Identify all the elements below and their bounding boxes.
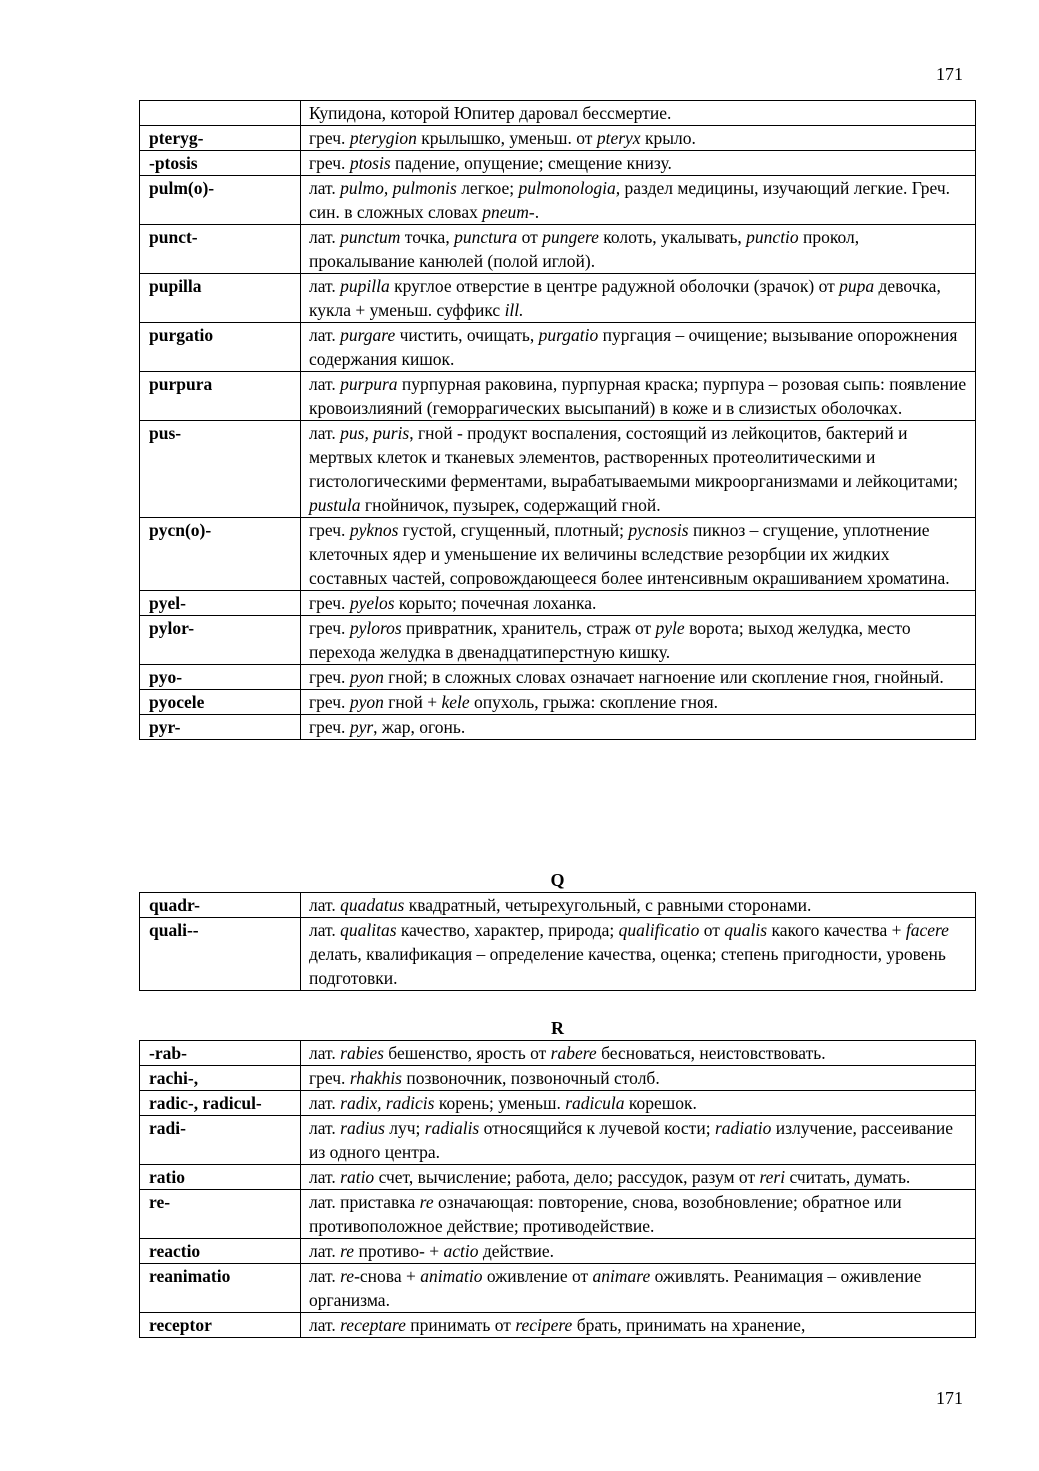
entry-definition bbox=[301, 225, 976, 274]
table-row bbox=[140, 665, 976, 690]
definition-text: лат. bbox=[309, 227, 341, 247]
entry-term: quadr- bbox=[140, 893, 301, 918]
table-row bbox=[140, 1264, 976, 1313]
definition-text: точка, bbox=[400, 227, 455, 247]
definition-italic-text: rabere bbox=[550, 1043, 597, 1063]
entry-definition bbox=[301, 1041, 976, 1066]
table-row bbox=[140, 1066, 976, 1091]
definition-text: оживление от bbox=[482, 1266, 593, 1286]
definition-italic-text: kele bbox=[441, 692, 470, 712]
table-row bbox=[140, 126, 976, 151]
page-number-bottom: 171 bbox=[936, 1388, 963, 1408]
definition-italic-text: facere bbox=[905, 920, 949, 940]
definition-italic-text: re bbox=[340, 1266, 355, 1286]
entry-definition bbox=[301, 1313, 976, 1338]
entry-term: pylor- bbox=[140, 616, 301, 665]
definition-text: лат. bbox=[309, 178, 341, 198]
definition-text: лат. bbox=[309, 1118, 341, 1138]
definition-text: качество, характер, природа; bbox=[396, 920, 619, 940]
table-row bbox=[140, 1313, 976, 1338]
definition-text: густой, сгущенный, плотный; bbox=[398, 520, 629, 540]
entry-term: receptor bbox=[140, 1313, 301, 1338]
definition-italic-text: ptosis bbox=[349, 153, 391, 173]
entry-definition bbox=[301, 101, 976, 126]
entry-definition bbox=[301, 1066, 976, 1091]
entry-definition bbox=[301, 918, 976, 991]
definition-italic-text: ratio bbox=[340, 1167, 375, 1187]
definition-italic-text: radicula bbox=[565, 1093, 625, 1113]
definition-text: счет, вычисление; работа, дело; рассудок, разум от bbox=[374, 1167, 760, 1187]
definition-italic-text: purpura bbox=[340, 374, 398, 394]
entry-definition bbox=[301, 126, 976, 151]
definition-text: пургация – очищение; вызывание опорожнения содержания кишок. bbox=[309, 325, 958, 369]
definition-italic-text: pyr bbox=[349, 717, 374, 737]
definition-italic-text: pterygion bbox=[349, 128, 417, 148]
definition-italic-text: radix, radicis bbox=[340, 1093, 435, 1113]
definition-text: относящийся к лучевой кости; bbox=[479, 1118, 715, 1138]
definition-italic-text: qualis bbox=[724, 920, 768, 940]
definition-text: лат. bbox=[309, 1266, 341, 1286]
definition-text: лат. bbox=[309, 1315, 341, 1335]
definition-text: гной + bbox=[383, 692, 442, 712]
definition-text: греч. bbox=[309, 667, 350, 687]
definition-italic-text: purgatio bbox=[538, 325, 599, 345]
definition-text: привратник, хранитель, страж от bbox=[401, 618, 656, 638]
definition-italic-text: ill. bbox=[504, 300, 524, 320]
definition-text: греч. bbox=[309, 128, 350, 148]
entry-term: reactio bbox=[140, 1239, 301, 1264]
definition-text: греч. bbox=[309, 618, 350, 638]
definition-text: делать, квалификация – определение качества, оценка; степень пригодности, уровень подготовки. bbox=[309, 944, 946, 988]
definition-italic-text: pungere bbox=[542, 227, 599, 247]
entry-term: reanimatio bbox=[140, 1264, 301, 1313]
table-row bbox=[140, 591, 976, 616]
definition-text: корешок. bbox=[624, 1093, 697, 1113]
definition-text: означающая: повторение, снова, возобновление; обратное или противоположное действие; противодействие. bbox=[309, 1192, 902, 1236]
definition-text: греч. bbox=[309, 717, 350, 737]
definition-text: греч. bbox=[309, 692, 350, 712]
table-row bbox=[140, 1041, 976, 1066]
definition-text: лат. приставка bbox=[309, 1192, 420, 1212]
definition-italic-text: punctio bbox=[746, 227, 799, 247]
table-row bbox=[140, 690, 976, 715]
definition-italic-text: re bbox=[340, 1241, 355, 1261]
table-row bbox=[140, 1091, 976, 1116]
definition-text: крылышко, уменьш. от bbox=[416, 128, 597, 148]
definition-text: лат. bbox=[309, 1241, 341, 1261]
definition-text: брать, принимать на хранение, bbox=[572, 1315, 806, 1335]
definition-italic-text: animatio bbox=[420, 1266, 483, 1286]
definition-text: круглое отверстие в центре радужной оболочки (зрачок) от bbox=[389, 276, 840, 296]
definition-italic-text: pyknos bbox=[349, 520, 399, 540]
definition-italic-text: re bbox=[419, 1192, 434, 1212]
entry-definition bbox=[301, 665, 976, 690]
definition-text: лат. bbox=[309, 374, 341, 394]
dictionary-table-q bbox=[139, 892, 976, 991]
definition-italic-text: pupilla bbox=[340, 276, 390, 296]
definition-text: бешенство, ярость от bbox=[383, 1043, 551, 1063]
definition-italic-text: radiatio bbox=[714, 1118, 772, 1138]
definition-text: квадратный, четырехугольный, с равными сторонами. bbox=[404, 895, 812, 915]
entry-term: pteryg- bbox=[140, 126, 301, 151]
entry-term: pus- bbox=[140, 421, 301, 518]
definition-italic-text: punctura bbox=[454, 227, 518, 247]
definition-text: корень; уменьш. bbox=[434, 1093, 566, 1113]
definition-italic-text: pupa bbox=[839, 276, 875, 296]
entry-definition bbox=[301, 591, 976, 616]
definition-text: греч. bbox=[309, 1068, 350, 1088]
definition-text: корыто; почечная лоханка. bbox=[394, 593, 597, 613]
entry-definition bbox=[301, 893, 976, 918]
table-row bbox=[140, 101, 976, 126]
definition-text: падение, опущение; смещение книзу. bbox=[390, 153, 672, 173]
definition-italic-text: radialis bbox=[424, 1118, 480, 1138]
entry-term: punct- bbox=[140, 225, 301, 274]
definition-italic-text: recipere bbox=[515, 1315, 573, 1335]
definition-text: пикноз – сгущение, уплотнение клеточных ядер и уменьшение их величины вследствие резорбции их жидких составных частей, сопровождающееся более интенсивным окрашиванием хроматина. bbox=[309, 520, 950, 588]
entry-definition bbox=[301, 715, 976, 740]
definition-italic-text: qualificatio bbox=[618, 920, 700, 940]
definition-text: лат. bbox=[309, 1093, 341, 1113]
table-row bbox=[140, 274, 976, 323]
definition-text: легкое; bbox=[456, 178, 519, 198]
definition-text: принимать от bbox=[405, 1315, 516, 1335]
definition-text: греч. bbox=[309, 520, 350, 540]
definition-italic-text: purgare bbox=[340, 325, 396, 345]
entry-term: purgatio bbox=[140, 323, 301, 372]
definition-text: опухоль, грыжа: скопление гноя. bbox=[469, 692, 719, 712]
definition-text: какого качества + bbox=[767, 920, 906, 940]
table-row bbox=[140, 918, 976, 991]
definition-text: пурпурная раковина, пурпурная краска; пурпура – розовая сыпь: появление кровоизлияний (геморрагических высыпаний) в коже и в слизистых оболочках. bbox=[309, 374, 967, 418]
section-letter-q: Q bbox=[550, 870, 565, 890]
entry-term: pyel- bbox=[140, 591, 301, 616]
definition-text: противо- + bbox=[354, 1241, 444, 1261]
definition-italic-text: pteryx bbox=[596, 128, 641, 148]
definition-italic-text: pulmonologia, bbox=[518, 178, 621, 198]
entry-definition bbox=[301, 1091, 976, 1116]
entry-definition bbox=[301, 1239, 976, 1264]
definition-text: греч. bbox=[309, 593, 350, 613]
entry-term: radi- bbox=[140, 1116, 301, 1165]
entry-term: re- bbox=[140, 1190, 301, 1239]
entry-definition bbox=[301, 176, 976, 225]
definition-italic-text: receptare bbox=[340, 1315, 406, 1335]
entry-definition bbox=[301, 421, 976, 518]
definition-italic-text: qualitas bbox=[340, 920, 397, 940]
definition-text: считать, думать. bbox=[785, 1167, 911, 1187]
definition-italic-text: pyle bbox=[655, 618, 685, 638]
entry-term: radic-, radicul- bbox=[140, 1091, 301, 1116]
entry-term: rachi-, bbox=[140, 1066, 301, 1091]
table-row bbox=[140, 372, 976, 421]
definition-text: -снова + bbox=[354, 1266, 421, 1286]
entry-definition bbox=[301, 323, 976, 372]
definition-italic-text: actio bbox=[443, 1241, 479, 1261]
definition-italic-text: punctum bbox=[340, 227, 401, 247]
definition-italic-text: animare bbox=[592, 1266, 651, 1286]
entry-definition bbox=[301, 1165, 976, 1190]
definition-italic-text: pneum- bbox=[482, 202, 535, 222]
definition-text: гной; в сложных словах означает нагноение или скопление гноя, гнойный. bbox=[383, 667, 944, 687]
section-letter-r: R bbox=[551, 1018, 564, 1038]
table-row bbox=[140, 715, 976, 740]
dictionary-table-p bbox=[139, 100, 976, 740]
definition-text: чистить, очищать, bbox=[395, 325, 539, 345]
entry-term: purpura bbox=[140, 372, 301, 421]
definition-italic-text: pustula bbox=[309, 495, 361, 515]
definition-text: девочка, кукла + уменьш. суффикс bbox=[309, 276, 941, 320]
definition-text: Купидона, которой Юпитер даровал бессмертие. bbox=[309, 103, 672, 123]
definition-italic-text: pyloros bbox=[349, 618, 402, 638]
table-row bbox=[140, 323, 976, 372]
definition-text: лат. bbox=[309, 276, 341, 296]
definition-text: греч. bbox=[309, 153, 350, 173]
definition-text: , гной - продукт воспаления, состоящий из лейкоцитов, бактерий и мертвых клеток и тканевых элементов, растворенных протеолитическими и гистологическими ферментами, вырабатываемыми микроорганизмами и лейкоцитами; bbox=[309, 423, 959, 491]
entry-definition bbox=[301, 372, 976, 421]
definition-text: . bbox=[534, 202, 540, 222]
definition-italic-text: pus, puris bbox=[340, 423, 410, 443]
entry-definition bbox=[301, 616, 976, 665]
definition-text: гнойничок, пузырек, содержащий гной. bbox=[360, 495, 661, 515]
entry-definition bbox=[301, 151, 976, 176]
table-row bbox=[140, 225, 976, 274]
definition-italic-text: quadatus bbox=[340, 895, 405, 915]
entry-definition bbox=[301, 1190, 976, 1239]
entry-term: -ptosis bbox=[140, 151, 301, 176]
definition-text: лат. bbox=[309, 1167, 341, 1187]
definition-italic-text: reri bbox=[759, 1167, 786, 1187]
entry-term: pyo- bbox=[140, 665, 301, 690]
definition-italic-text: pycnosis bbox=[628, 520, 689, 540]
definition-text: оживлять. Реанимация – оживление организма. bbox=[309, 1266, 922, 1310]
table-row bbox=[140, 893, 976, 918]
entry-term: ratio bbox=[140, 1165, 301, 1190]
entry-term: pyr- bbox=[140, 715, 301, 740]
entry-term: pulm(o)- bbox=[140, 176, 301, 225]
table-row bbox=[140, 151, 976, 176]
definition-text: от bbox=[699, 920, 725, 940]
definition-text: действие. bbox=[478, 1241, 555, 1261]
table-row bbox=[140, 1190, 976, 1239]
entry-term: quali-- bbox=[140, 918, 301, 991]
definition-italic-text: pyon bbox=[349, 692, 384, 712]
entry-definition bbox=[301, 274, 976, 323]
entry-definition bbox=[301, 690, 976, 715]
definition-text: от bbox=[517, 227, 543, 247]
definition-text: лат. bbox=[309, 920, 341, 940]
table-row bbox=[140, 518, 976, 591]
definition-text: луч; bbox=[384, 1118, 425, 1138]
definition-text: , жар, огонь. bbox=[373, 717, 466, 737]
entry-definition bbox=[301, 518, 976, 591]
table-row bbox=[140, 616, 976, 665]
page-number-top: 171 bbox=[936, 64, 963, 84]
definition-text: позвоночник, позвоночный столб. bbox=[402, 1068, 660, 1088]
definition-text: лат. bbox=[309, 895, 341, 915]
table-row bbox=[140, 1239, 976, 1264]
definition-italic-text: radius bbox=[340, 1118, 385, 1138]
definition-text: лат. bbox=[309, 325, 341, 345]
definition-italic-text: rabies bbox=[340, 1043, 384, 1063]
table-row bbox=[140, 1165, 976, 1190]
definition-text: бесноваться, неистовствовать. bbox=[596, 1043, 826, 1063]
definition-italic-text: pyelos bbox=[349, 593, 395, 613]
table-row bbox=[140, 176, 976, 225]
entry-term bbox=[140, 101, 301, 126]
definition-text: ворота; выход желудка, место перехода желудка в двенадцатиперстную кишку. bbox=[309, 618, 911, 662]
definition-text: раздел медицины, изучающий легкие. Греч. син. в сложных словах bbox=[309, 178, 951, 222]
dictionary-table-r bbox=[139, 1040, 976, 1338]
entry-term: pupilla bbox=[140, 274, 301, 323]
definition-italic-text: rhakhis bbox=[349, 1068, 402, 1088]
definition-text: излучение, рассеивание из одного центра. bbox=[309, 1118, 953, 1162]
entry-term: pyocele bbox=[140, 690, 301, 715]
entry-term: -rab- bbox=[140, 1041, 301, 1066]
entry-term: pycn(o)- bbox=[140, 518, 301, 591]
definition-text: прокол, прокалывание канюлей (полой иглой). bbox=[309, 227, 860, 271]
definition-italic-text: pyon bbox=[349, 667, 384, 687]
definition-text: лат. bbox=[309, 423, 341, 443]
definition-text: крыло. bbox=[640, 128, 696, 148]
entry-definition bbox=[301, 1264, 976, 1313]
definition-text: колоть, укалывать, bbox=[598, 227, 747, 247]
definition-italic-text: pulmo, pulmonis bbox=[340, 178, 457, 198]
definition-text: лат. bbox=[309, 1043, 341, 1063]
entry-definition bbox=[301, 1116, 976, 1165]
table-row bbox=[140, 421, 976, 518]
table-row bbox=[140, 1116, 976, 1165]
